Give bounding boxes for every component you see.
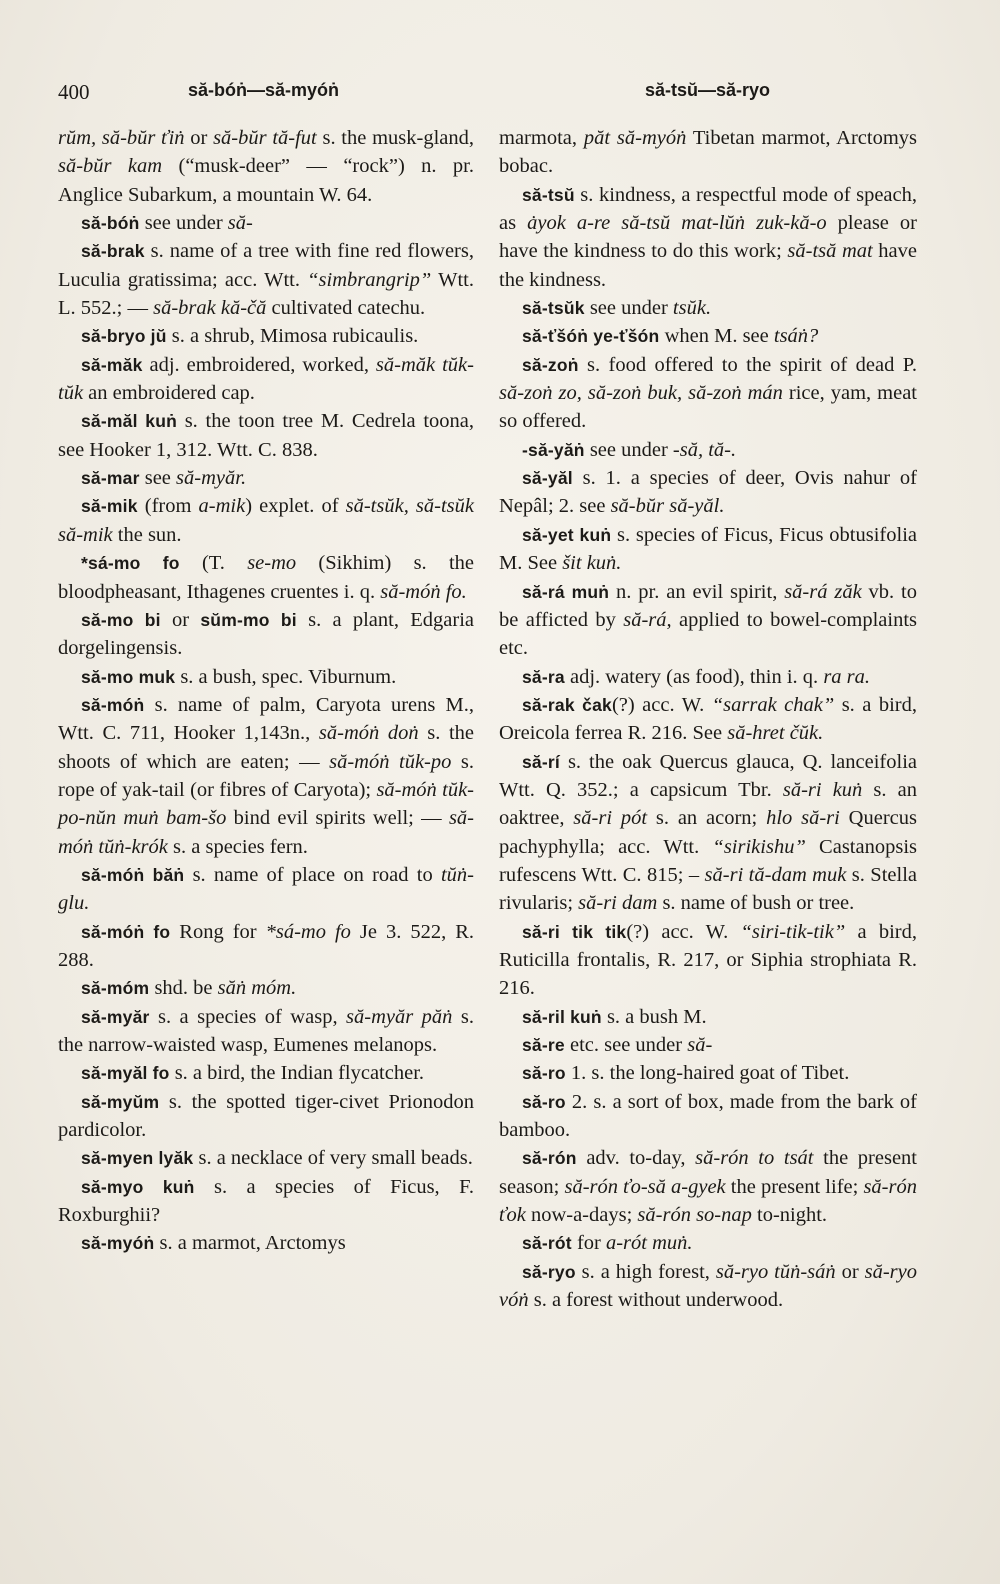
headword: să-tsŭk [522, 298, 585, 319]
entry-text: an embroidered cap. [83, 382, 255, 405]
dictionary-entry [499, 436, 917, 464]
italic-term: tsáṅ? [773, 325, 819, 348]
italic-term: să-ryo tŭṅ-sáṅ [715, 1260, 836, 1283]
dictionary-entry [58, 1003, 474, 1060]
entry-text: s. a marmot, Arctomys [154, 1232, 346, 1255]
dictionary-entry [58, 351, 474, 408]
entry-text: marmota, [499, 127, 584, 149]
entry-text: s. a necklace of very small beads. [193, 1147, 473, 1170]
entry-text: adj. watery (as food), thin i. q. [564, 665, 824, 688]
italic-term: *sá-mo fo [265, 920, 351, 943]
entry-text: or [184, 127, 214, 149]
italic-term: să-rón ťo-să a-gyek [564, 1175, 726, 1198]
entry-text: (T. [179, 552, 248, 575]
italic-term: să-rón ťok [499, 1175, 917, 1227]
entry-text: s. the spotted tiger-civet Prionodon pardicolor. [58, 1090, 474, 1142]
dictionary-entry [499, 1031, 917, 1059]
headword: să-myăl fo [81, 1063, 170, 1084]
page-number: 400 [58, 80, 90, 104]
dictionary-entry [58, 124, 474, 209]
headword: să-brak [81, 241, 145, 262]
entry-text: n. pr. an evil spirit, [609, 580, 785, 603]
italic-term: se-mo [247, 552, 297, 575]
entry-text: s. a bird, Oreicola ferrea R. 216. See [499, 693, 917, 745]
entry-text: (“musk-deer” — “rock”) n. pr. Anglice Subarkum, a mountain W. 64. [58, 155, 475, 206]
page-header [0, 70, 1000, 110]
italic-term: să-ri tă-dam muk [704, 863, 847, 886]
entry-text: when M. see [659, 325, 774, 348]
entry-text: now-a-days; [525, 1204, 638, 1227]
italic-term: să-rón so-nap [637, 1204, 752, 1227]
dictionary-entry [58, 918, 474, 975]
entry-text: s. name of place on road to [184, 863, 441, 886]
entry-text: 2. s. a sort of box, made from the bark of bamboo. [499, 1090, 917, 1142]
dictionary-entry [499, 322, 917, 350]
entry-text: please or have the kindness to do this work; [499, 212, 918, 263]
entry-text: see [139, 467, 177, 490]
entry-text: (?) acc. W. [611, 693, 712, 716]
entry-text: s. a species fern. [167, 835, 308, 858]
dictionary-entry [58, 1229, 474, 1257]
entry-text: Quercus pachyphylla; acc. Wtt. [499, 807, 917, 858]
italic-term: să-brak kă-čă [153, 297, 267, 320]
entry-text: see under [584, 297, 673, 320]
dictionary-entry [499, 521, 917, 578]
headword: să-ri tik tik [522, 921, 627, 942]
italic-term: să-rá, [623, 608, 672, 631]
entry-text: s. a species of Ficus, F. Roxburghii? [58, 1175, 474, 1227]
headword: *sá-mo fo [81, 553, 180, 574]
headword: să-móṅ fo [81, 921, 171, 942]
headword: să-ro [522, 1091, 566, 1112]
entry-text: 1. s. the long-haired goat of Tibet. [565, 1062, 850, 1085]
italic-term: să-ri kuṅ [782, 778, 863, 801]
dictionary-entry [58, 861, 474, 918]
italic-term: să-móṅ fo. [380, 580, 467, 603]
dictionary-entry [499, 663, 917, 691]
dictionary-entry [58, 1173, 474, 1230]
italic-term: să-zoṅ zo, să-zoṅ buk, să-zoṅ mán [499, 382, 783, 405]
entry-text: the present season; [499, 1147, 917, 1198]
headword: -să-yăṅ [522, 439, 585, 460]
dictionary-entry [58, 464, 474, 492]
entry-text: s. a bird, the Indian flycatcher. [169, 1062, 425, 1085]
italic-term: -să, tă-. [672, 438, 737, 461]
italic-term: să-măk tŭk-tŭk [58, 353, 474, 405]
headword: să-mo bi [81, 609, 161, 630]
dictionary-entry [499, 464, 917, 521]
dictionary-entry [499, 1144, 917, 1229]
headword: să-rak čak [522, 694, 612, 715]
dictionary-entry [499, 351, 917, 436]
entry-text: s. an oaktree, [499, 778, 917, 830]
headword: sŭm-mo bi [200, 609, 297, 630]
entry-text: s. Stella rivularis; [499, 863, 917, 915]
headword: să-re [522, 1035, 565, 1055]
entry-text: s. a shrub, Mimosa rubicaulis. [166, 325, 419, 348]
italic-term: “simbrangrip” [307, 268, 432, 291]
italic-term: să- [227, 212, 253, 235]
italic-term: să-myăr. [176, 467, 247, 490]
entry-text: see under [584, 438, 673, 461]
dictionary-entry [58, 237, 474, 322]
entry-text: a bird, Ruticilla frontalis, R. 217, or Siphia strophiata R. 216. [499, 920, 917, 1000]
dictionary-entry [499, 1003, 917, 1031]
headword: să-mo muk [81, 666, 176, 687]
entry-text: have the kindness. [499, 240, 917, 291]
entry-text: s. the narrow-waisted wasp, Eumenes melanops. [58, 1005, 475, 1056]
entry-text: s. a bush, spec. Viburnum. [175, 665, 397, 688]
entry-text: cultivated catechu. [266, 297, 426, 320]
running-head-left: să-bóṅ—să-myóṅ [188, 80, 340, 100]
headword: să-rót [522, 1233, 572, 1254]
headword: să-mik [81, 496, 138, 517]
right-column [499, 124, 917, 1314]
dictionary-entry [58, 691, 474, 861]
italic-term: să-móṅ tŭk-po [329, 750, 452, 773]
dictionary-entry [58, 606, 474, 663]
italic-term: šit kuṅ. [562, 552, 622, 575]
entry-text: shd. be [149, 977, 218, 1000]
running-head-right: să-tsŭ—să-ryo [645, 80, 771, 100]
italic-term: tsŭk. [672, 297, 712, 320]
entry-text: s. food offered to the spirit of dead P. [578, 353, 917, 376]
dictionary-entry [499, 918, 917, 1003]
dictionary-entry [499, 691, 917, 748]
headword: să-móm [81, 978, 150, 999]
entry-text: s. a bush M. [601, 1005, 707, 1028]
entry-text: s. a plant, Edgaria dorgelingensis. [58, 608, 475, 660]
italic-term: săṅ móm. [217, 977, 297, 1000]
italic-term: să-bŭr kam [58, 155, 163, 178]
italic-term: ra ra. [823, 665, 871, 688]
italic-term: “siri-tik-tik” [740, 920, 846, 943]
dictionary-entry [499, 1229, 917, 1257]
entry-text: s. kindness, a respectful mode of speach, as [499, 183, 917, 235]
entry-text: bind evil spirits well; — [226, 807, 449, 830]
dictionary-entry [58, 322, 474, 350]
entry-text: adv. to-day, [576, 1147, 696, 1170]
dictionary-entry [58, 492, 474, 549]
entry-text: etc. see under [564, 1034, 688, 1056]
entry-text: or [835, 1260, 865, 1283]
entry-text: ) explet. of [245, 495, 346, 518]
entry-text: s. name of a tree with fine red flowers, Luculia gratissima; acc. Wtt. [58, 240, 474, 291]
dictionary-entry [499, 1059, 917, 1087]
headword: să-rí [522, 751, 560, 772]
dictionary-entry [499, 294, 917, 322]
headword: să-ro [522, 1063, 566, 1084]
headword: să-zoṅ [522, 354, 579, 375]
headword: să-mar [81, 468, 140, 489]
entry-text: Rong for [170, 920, 266, 943]
headword: să-myen lyăk [81, 1148, 194, 1169]
headword: să-myăr [81, 1006, 150, 1027]
italic-term: să-bŭr tă-fut [213, 127, 317, 149]
headword: să-móṅ [81, 694, 145, 715]
entry-text: s. a species of wasp, [149, 1005, 347, 1028]
dictionary-entry [58, 1144, 474, 1172]
headword: să-bryo jŭ [81, 326, 167, 347]
italic-term: să- [687, 1034, 713, 1056]
italic-term: să-tsŭk, să-tsŭk să-mik [58, 495, 474, 546]
italic-term: să-ri pót [573, 807, 648, 830]
headword: să-ril kuṅ [522, 1006, 602, 1027]
headword: să-myóṅ [81, 1233, 155, 1254]
dictionary-entry [499, 748, 917, 918]
italic-term: să-móṅ doṅ [318, 722, 419, 745]
dictionary-entry [58, 974, 474, 1002]
italic-term: să-myăr păṅ [346, 1005, 453, 1028]
entry-text: applied to bowel-complaints etc. [499, 608, 917, 660]
entry-text: s. the oak Quercus glauca, Q. lanceifolia Wtt. Q. 352.; a capsicum Tbr. [499, 750, 917, 801]
entry-text: the present life; [725, 1175, 864, 1198]
italic-term: să-hret čŭk. [727, 722, 824, 745]
headword: să-ťšóṅ ye-ťšón [522, 326, 660, 347]
italic-term: a-mik [198, 495, 246, 518]
dictionary-entry [58, 407, 474, 464]
entry-text: Wtt. L. 552.; — [58, 268, 474, 320]
italic-term: tŭṅ-glu. [58, 863, 474, 915]
italic-term: să-ri dam [578, 892, 658, 915]
entry-text: to-night. [751, 1204, 828, 1227]
headword: să-ryo [522, 1261, 576, 1282]
entry-text: s. the toon tree M. Cedrela toona, see Hooker 1, 312. Wtt. C. 838. [58, 410, 474, 461]
italic-term: să-móṅ tŭk-po-nŭn muṅ bam-šo [58, 778, 475, 830]
italic-term: să-rón to tsát [695, 1147, 814, 1170]
headword: să-yet kuṅ [522, 524, 612, 545]
headword: să-myŭm [81, 1091, 160, 1112]
headword: să-tsŭ [522, 184, 575, 205]
italic-term: “sarrak chak” [711, 693, 835, 716]
headword: să-rón [522, 1148, 577, 1169]
entry-text: s. a high forest, [575, 1260, 716, 1283]
entry-text: s. species of Ficus, Ficus obtusifolia M. See [499, 523, 917, 575]
headword: să-yăl [522, 468, 573, 489]
entry-text: s. name of bush or tree. [657, 892, 855, 915]
entry-text: s. 1. a species of deer, Ovis nahur of Nepâl; 2. see [499, 467, 917, 518]
italic-term: să-rá zăk [784, 580, 862, 603]
headword: să-rá muṅ [522, 581, 610, 602]
dictionary-entry [499, 578, 917, 663]
italic-term: rŭm, să-bŭr ťiṅ [58, 127, 185, 149]
entry-text: s. an acorn; [647, 807, 767, 830]
entry-text: Je 3. 522, R. 288. [58, 920, 475, 971]
italic-term: să-ryo vóṅ [499, 1260, 918, 1312]
entry-text: s. rope of yak-tail (or fibres of Caryota); [58, 750, 474, 801]
italic-term: ȧyok a-re să-tsŭ mat-lŭṅ zuk-kă-o [527, 212, 827, 235]
entry-text: rice, yam, meat so offered. [499, 382, 917, 433]
italic-term: a-rót muṅ. [605, 1232, 693, 1255]
dictionary-entry [58, 209, 474, 237]
entry-text: s. a forest without underwood. [528, 1289, 784, 1312]
italic-term: să-móṅ tŭṅ-krók [58, 807, 474, 858]
left-column [58, 124, 474, 1258]
dictionary-entry [499, 124, 917, 181]
dictionary-entry [58, 1059, 474, 1087]
entry-text: s. name of palm, Caryota urens M., Wtt. C. 711, Hooker 1,143n., [58, 693, 474, 745]
entry-text: s. the musk-gland, [316, 127, 474, 149]
entry-text: (Sikhim) s. the bloodpheasant, Ithagenes cruentes i. q. [58, 552, 474, 603]
dictionary-entry [499, 1088, 917, 1145]
entry-text: the sun. [112, 523, 182, 546]
entry-text: (from [137, 495, 199, 518]
dictionary-entry [58, 549, 474, 606]
italic-term: păt să-myóṅ [583, 127, 687, 149]
entry-text: Tibetan marmot, Arctomys bobac. [499, 127, 917, 178]
headword: să-ra [522, 666, 565, 687]
dictionary-entry [58, 663, 474, 691]
italic-term: hlo să-ri [766, 807, 840, 830]
entry-text: adj. embroidered, worked, [142, 353, 376, 376]
dictionary-entry [499, 181, 917, 294]
headword: să-móṅ băṅ [81, 864, 185, 885]
headword: să-myo kuṅ [81, 1176, 195, 1197]
headword: să-bóṅ [81, 213, 140, 234]
entry-text: Castanopsis rufescens Wtt. C. 815; – [499, 835, 917, 886]
entry-text: see under [139, 212, 228, 235]
italic-term: să-bŭr să-yăl. [610, 495, 725, 518]
dictionary-entry [499, 1258, 917, 1315]
dictionary-entry [58, 1088, 474, 1145]
entry-text: (?) acc. W. [626, 920, 741, 943]
entry-text: s. the shoots of which are eaten; — [58, 722, 474, 773]
headword: să-măl kuṅ [81, 411, 177, 432]
headword: să-măk [81, 354, 143, 375]
entry-text: or [160, 608, 201, 631]
entry-text: vb. to be afficted by [499, 580, 917, 631]
italic-term: să-tsă mat [787, 240, 873, 263]
entry-text: for [571, 1232, 606, 1255]
italic-term: “sirikishu” [712, 835, 806, 858]
